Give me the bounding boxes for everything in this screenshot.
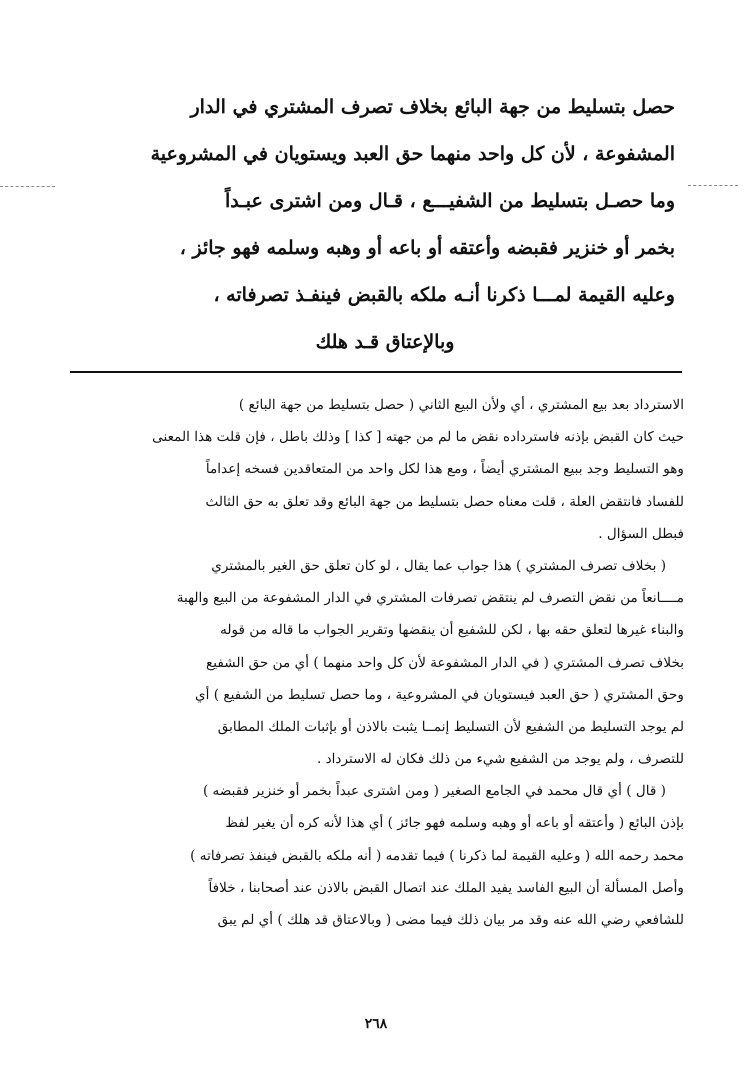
main-text-line: وما حصـل بتسليط من الشفيـــع ، قـال ومن اشترى عبـداً <box>224 190 675 212</box>
scan-mark <box>688 185 738 186</box>
commentary-line: حيث كان القبض بإذنه فاسترداده نقض ما لم من جهته [ كذا ] وذلك باطل ، فإن قلت هذا المعنى <box>152 429 684 446</box>
scan-mark <box>0 186 55 187</box>
commentary-line: للفساد فانتقض العلة ، قلت معناه حصل بتسليط من جهة البائع وقد تعلق به حق الثالث <box>205 493 684 510</box>
commentary-line: للشافعي رضي الله عنه وقد مر بيان ذلك فيما مضى ( وبالاعتاق قد هلك ) أي لم يبق <box>217 912 684 928</box>
commentary-line: والبناء غيرها لتعلق حقه بها ، لكن للشفيع أن ينقضها وتقرير الجواب ما قاله من قوله <box>220 622 684 639</box>
main-text-line: المشفوعة ، لأن كل واحد منهما حق العبد ويستويان في المشروعية <box>150 143 675 165</box>
commentary-block <box>72 389 684 936</box>
commentary-line: الاسترداد بعد بيع المشتري ، أي ولأن البيع الثاني ( حصل بتسليط من جهة البائع ) <box>238 397 684 413</box>
main-text-line: وعليه القيمة لمـــا ذكرنا أنـه ملكه بالقبض فينفـذ تصرفاته ، <box>213 284 675 306</box>
commentary-line: ( قال ) أي قال محمد في الجامع الصغير ( ومن اشترى عبداً بخمر أو خنزير فقبضه ) <box>202 783 666 800</box>
main-text-line: بخمر أو خنزير فقبضه وأعتقه أو باعه أو وهبه وسلمه فهو جائز ، <box>179 237 675 259</box>
main-text-line: وبالإعتاق قـد هلك <box>315 331 455 353</box>
commentary-line: للتصرف ، ولم يوجد من الشفيع شيء من ذلك فكان له الاسترداد . <box>316 751 684 768</box>
commentary-line: مــــانعاً من نقض التصرف لم ينتقض تصرفات المشتري في الدار المشفوعة من البيع والهبة <box>176 590 684 607</box>
commentary-line: بخلاف تصرف المشتري ( في الدار المشفوعة لأن كل واحد منهما ) أي من حق الشفيع <box>206 654 684 671</box>
commentary-line: وهو التسليط وجد ببيع المشتري أيضاً ، ومع هذا لكل واحد من المتعاقدين فسخه إعداماً <box>205 461 684 478</box>
commentary-line: بإذن البائع ( وأعتقه أو باعه أو وهبه وسلمه فهو جائز ) أي هذا لأنه كره أن يغير لفظ <box>225 815 684 832</box>
commentary-line: لم يوجد التسليط من الشفيع لأن التسليط إنمــا يثبت بالاذن أو بإثبات الملك المطابق <box>217 718 684 735</box>
main-text-block <box>95 84 675 366</box>
commentary-line: فبطل السؤال . <box>598 525 684 542</box>
page-number: ٢٦٨ <box>364 1016 388 1032</box>
commentary-line: ( بخلاف تصرف المشتري ) هذا جواب عما يقال ، لو كان تعلق حق الغير بالمشتري <box>211 557 666 574</box>
main-text-line: حصل بتسليط من جهة البائع بخلاف تصرف المشتري في الدار <box>190 96 675 118</box>
commentary-line: وحق المشتري ( حق العبد فيستويان في المشروعية ، وما حصل تسليط من الشفيع ) أي <box>195 686 684 703</box>
commentary-line: محمد رحمه الله ( وعليه القيمة لما ذكرنا ) فيما تقدمه ( أنه ملكه بالقبض فينفذ تصرفاته ) <box>190 847 684 864</box>
separator-rule <box>70 371 682 373</box>
commentary-line: وأصل المسألة أن البيع الفاسد يفيد الملك عند اتصال القبض بالاذن عند أصحابنا ، خلافاً <box>208 879 684 896</box>
